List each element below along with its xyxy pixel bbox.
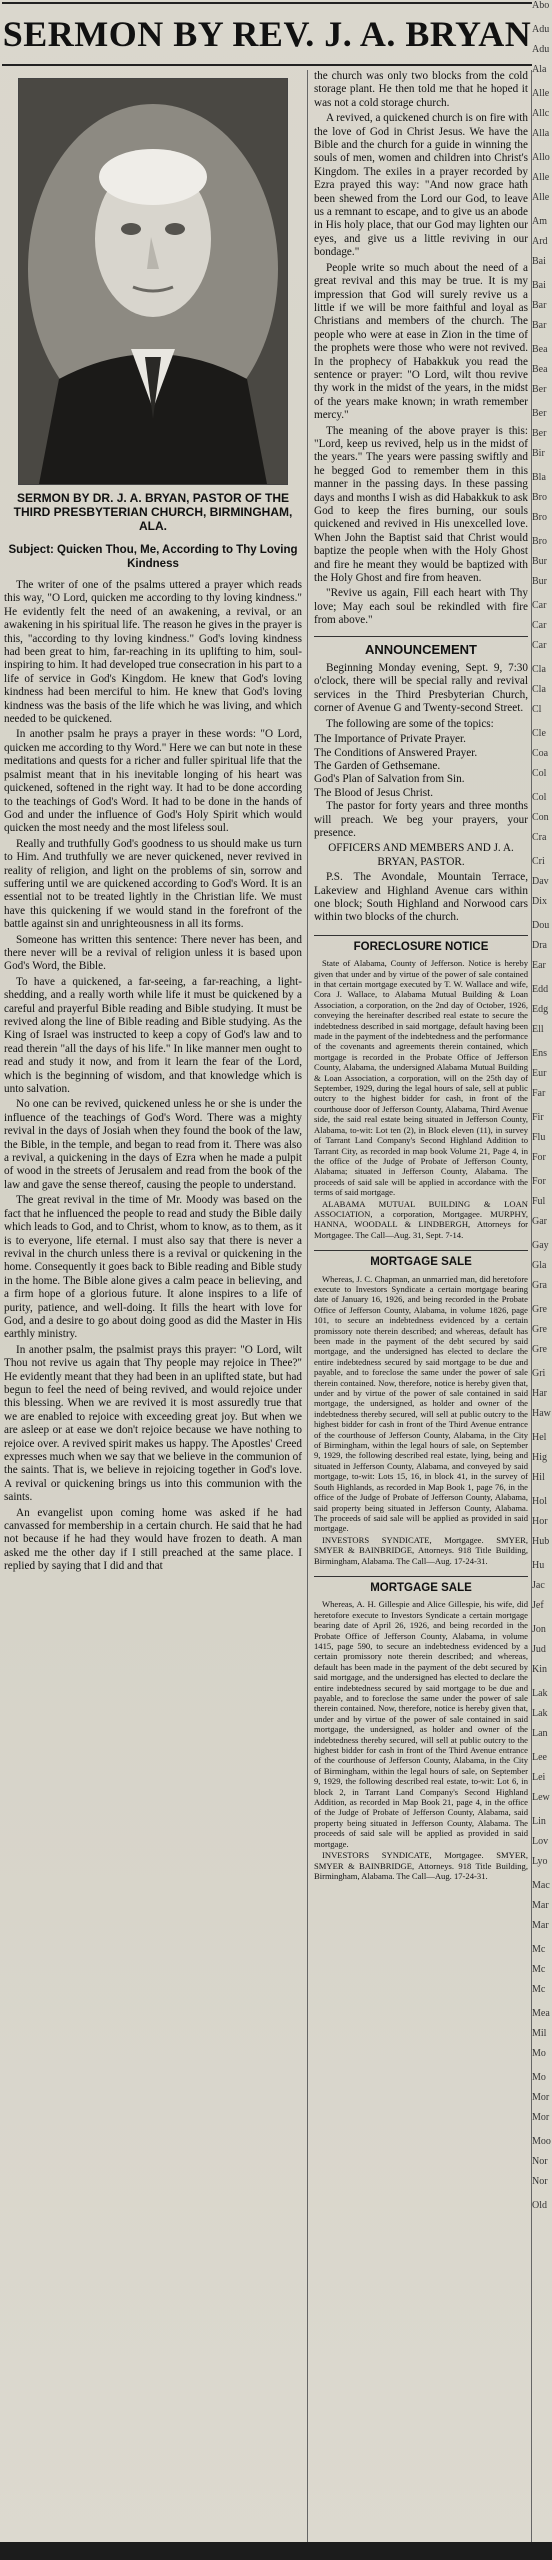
edge-fragment: Har [532,1388,547,1399]
edge-fragment: Lan [532,1728,548,1739]
edge-fragment: Dav [532,876,549,887]
sermon-paragraph: The meaning of the above prayer is this: "Lord, keep us revived, help us in the midst of the years." The years were passing swiftly and he begged God to remember them in this manner in the passing days. In these passing days and months I wish as did Habakkuk to ask God to keep the fires burning, our souls quickened and revived in His unexcelled love. When John the Baptist said that Christ would baptize the people when with the Holy Ghost and fire he meant they would be baptized with the Holy Ghost and fire from heaven. [314,424,528,585]
edge-fragment: Mc [532,1984,546,1995]
edge-fragment: Lov [532,1836,549,1847]
announcement-closing: The pastor for forty years and three months will preach. We beg your prayers, your presence. [314,800,528,839]
edge-fragment: Cri [532,856,545,867]
foreclosure-heading: FORECLOSURE NOTICE [314,935,528,954]
edge-fragment: Gri [532,1368,546,1379]
scan-bottom-edge [0,2542,552,2560]
edge-fragment: Cle [532,728,546,739]
edge-fragment: Fir [532,1112,544,1123]
clipped-edge-column [532,0,552,2490]
foreclosure-notice [314,958,528,1240]
edge-fragment: Haw [532,1408,551,1419]
edge-fragment: Lak [532,1708,548,1719]
edge-fragment: Kin [532,1664,547,1675]
edge-fragment: Lin [532,1816,546,1827]
topic-item: The Blood of Jesus Christ. [314,786,434,799]
edge-fragment: Cla [532,664,546,675]
edge-fragment: Col [532,768,547,779]
edge-fragment: Ber [532,408,547,419]
edge-fragment: Bro [532,512,547,523]
edge-fragment: Adu [532,24,550,35]
mortgage-sale-notice [314,1599,528,1881]
mortgage-sale-heading: MORTGAGE SALE [314,1576,528,1595]
edge-fragment: Lyo [532,1856,548,1867]
edge-fragment: Abo [532,0,550,11]
edge-fragment: Mac [532,1880,550,1891]
edge-fragment: Gla [532,1260,547,1271]
edge-fragment: Cl [532,704,542,715]
edge-fragment: Con [532,812,549,823]
column-rule [307,70,308,2554]
edge-fragment: Bro [532,492,547,503]
edge-fragment: Hu [532,1560,545,1571]
edge-fragment: Bro [532,536,547,547]
portrait-illustration [19,79,287,484]
edge-fragment: Bar [532,320,547,331]
edge-fragment: Ard [532,236,548,247]
sermon-paragraph: Really and truthfully God's goodness to us should make us turn to Him. And truthfully we are never quickened, never revived in reality of religion, and light on the problems of sin, sorrow and suffering until we are quickened according to God's Word. It is an essential not to be treated lightly in the Christian life. We must have this quickening if we would stand in the forefront of the battle against sin and unrighteousness in all its forms. [4,837,302,931]
sermon-paragraph: People write so much about the need of a great revival and this may be true. It is my impression that God will surely revive us a little if we will be more faithful and loyal as Christians and members of the church. The people who were at ease in Zion in the time of the prophets were those who were not revived. In the prophecy of Habakkuk you read the sentence or prayer: "O Lord, wilt thou revive thy work in the midst of the years, in the midst of the years make known; in wrath remember mercy." [314,261,528,422]
topic-item: The Garden of Gethsemane. [314,759,441,772]
edge-fragment: Jud [532,1644,546,1655]
edge-fragment: Coa [532,748,549,759]
topic-item: God's Plan of Salvation from Sin. [314,773,465,786]
edge-fragment: For [532,1152,546,1163]
edge-fragment: Alle [532,172,550,183]
edge-fragment: Mc [532,1964,546,1975]
edge-fragment: Edd [532,984,549,995]
edge-fragment: Car [532,620,547,631]
edge-fragment: Eur [532,1068,547,1079]
edge-fragment: Hel [532,1432,547,1443]
edge-fragment: Ear [532,960,546,971]
edge-fragment: Mil [532,2028,547,2039]
announcement-topics-lead: The following are some of the topics: [326,717,494,730]
edge-fragment: Flu [532,1132,546,1143]
edge-fragment: Gay [532,1240,549,1251]
edge-fragment: Ens [532,1048,547,1059]
sermon-paragraph: An evangelist upon coming home was asked if he had canvassed for membership in a certain church. He said that he had not because if he had they would have frozen to death. A man asked me the other day if I still preached at the same place. I replied by saying that I did and that [4,1506,302,1573]
edge-fragment: Jef [532,1600,544,1611]
legal-signature: INVESTORS SYNDICATE, Mortgagee. SMYER, SMYER & BAINBRIDGE, Attorneys. 918 Title Building, Birmingham, Alabama. The Call—Aug. 17-24-31. [314,1850,528,1881]
sermon-column [4,70,302,2554]
edge-fragment: Bar [532,300,547,311]
edge-fragment: Dix [532,896,547,907]
topic-item: The Conditions of Answered Prayer. [314,746,478,759]
legal-text: Whereas, J. C. Chapman, an unmarried man, did heretofore execute to Investors Syndicate a certain mortgage bearing date of January 16, 1926, and being recorded in the Probate Office of Jefferson County, Alabama, in volume 1826, page 101, to secure an indebtedness evidenced by a certain promissory note therein described; and whereas, default has been made in the payment of the debt secured by said mortgage, and the undersigned has elected to declare the entire indebtedness secured by said mortgage to be due and payable, and to foreclose the same under the power of sale therein contained. Now, therefore, notice is hereby given that, under and by virtue of the power of sale contained in said mortgage, the undersigned, as holder and owner of the indebtedness thereby secured, will sell at public outcry to the highest bidder for cash in front of the Third Avenue entrance of the courthouse of Jefferson County, Alabama, in the City of Birmingham, within the legal hours of sale, on September 9, 1929, the following described real estate, lying, being and situated in Jefferson County, Alabama, and conveyed by said mortgage, to-wit: Lots 15, 16, in block 41, in the survey of South Highlands, as recorded in Map Book 1, page 76, in the office of the Judge of Probate of Jefferson County, Alabama, said property being situated in Jefferson County, Alabama. The proceeds of said sale will be applied as provided in said mortgage. [314,1273,528,1534]
announcement-heading: ANNOUNCEMENT [314,636,528,656]
edge-fragment: Car [532,640,547,651]
edge-fragment: Bla [532,472,546,483]
edge-fragment: Lak [532,1688,548,1699]
edge-fragment: Jon [532,1624,546,1635]
edge-fragment: Gre [532,1324,547,1335]
masthead [2,2,532,66]
edge-fragment: Ell [532,1024,544,1035]
edge-fragment: Hub [532,1536,550,1547]
edge-fragment: Cla [532,684,546,695]
edge-fragment: Moo [532,2136,551,2147]
sermon-paragraph: In another psalm he prays a prayer in these words: "O Lord, quicken me according to thy Word." Here we can but note in these meditations and quests for a richer and fuller spiritual life that the psalmist meant that in his inevitable longing of his heart was quickened, softened in the right way. It had to be done according to the teachings of God's Word. It had to be done in the hands of God and under the influence of God's Holy Spirit which would quicken the most needy and the most lifeless soul. [4,728,302,835]
edge-fragment: Am [532,216,547,227]
sermon-paragraph: the church was only two blocks from the cold storage plant. He then told me that he hoped it was not a cold storage church. [314,70,528,109]
edge-fragment: Ber [532,428,547,439]
edge-fragment: Ful [532,1196,546,1207]
sermon-paragraph: A revived, a quickened church is on fire with the love of God in Christ Jesus. We have the Bible and the church for a guide in winning the souls of men, women and children into Christ's Kingdom. The exiles in a prayer recorded by Ezra prayed this way: "And now grace hath been shewed from the Lord our God, to leave us a remnant to escape, and to give us an abode in His holy place, that our God may lighten our eyes, and give us a little reviving in our bondage." [314,112,528,259]
edge-fragment: Hil [532,1472,545,1483]
announcement-signature: OFFICERS AND MEMBERS AND J. A. BRYAN, PASTOR. [328,842,514,868]
edge-fragment: Allo [532,152,550,163]
edge-fragment: Cra [532,832,547,843]
edge-fragment: Mar [532,1900,549,1911]
edge-fragment: Hor [532,1516,548,1527]
edge-fragment: Alle [532,88,550,99]
edge-fragment: Bea [532,344,548,355]
sermon-paragraph: The writer of one of the psalms uttered a prayer which reads this way, "O Lord, quicken me according to thy loving kindness." He evidently felt the need of an awakening, a revival, or an awakening in his spiritual life. The reason he gives in the prayer is this, "according to thy loving kindness." God's loving kindness had been great to him, far-reaching in its uplifting to him, soul-inspiring to him. It had developed true consecration in his part to a life of service in God's Kingdom. He knew that God's loving kindness had been merciful to him. He knew that God's loving kindness was the basis of the life which he was living, and which needed to be quickened. [4,579,302,726]
mortgage-sale-heading: MORTGAGE SALE [314,1250,528,1269]
edge-fragment: Far [532,1088,546,1099]
edge-fragment: Col [532,792,547,803]
edge-fragment: Ber [532,384,547,395]
edge-fragment: Alle [532,192,550,203]
sermon-paragraph: Someone has written this sentence: There never has been, and there never will be a revival of religion unless it is based upon God's Word, the Bible. [4,933,302,973]
page-title: SERMON BY REV. J. A. BRYAN [2,14,532,54]
edge-fragment: Lei [532,1772,546,1783]
edge-fragment: Allc [532,108,550,119]
mortgage-sale-notice [314,1274,528,1566]
edge-fragment: Gre [532,1304,547,1315]
edge-fragment: Mo [532,2072,546,2083]
edge-fragment: Car [532,600,547,611]
edge-fragment: Gar [532,1216,547,1227]
legal-signature: ALABAMA MUTUAL BUILDING & LOAN ASSOCIATION, a corporation, Mortgagee. MURPHY, HANNA, WOODALL & LINDBERGH, Attorneys for Mortgagee. The Call—Aug. 31, Sept. 7-14. [314,1198,528,1240]
edge-fragment: Lew [532,1792,550,1803]
edge-fragment: Gra [532,1280,547,1291]
edge-fragment: Hig [532,1452,547,1463]
edge-fragment: Old [532,2200,547,2211]
announcement-intro: Beginning Monday evening, Sept. 9, 7:30 o'clock, there will be special rally and revival services in the Third Presbyterian Church, corner of Avenue G and Twenty-second Street. [314,662,528,715]
edge-fragment: Bir [532,448,545,459]
edge-fragment: Mor [532,2112,550,2123]
edge-fragment: Dra [532,940,547,951]
edge-fragment: Nor [532,2176,548,2187]
edge-fragment: Bur [532,576,547,587]
edge-fragment: Bea [532,364,548,375]
edge-fragment: Jac [532,1580,545,1591]
sermon-paragraph: The great revival in the time of Mr. Moody was based on the fact that he influenced the people to read and study the Bible daily which leads to God, and to Christ, whom to know, as to them, as it is to everyone, life eternal. I must also say that there is never a revival in the church unless there is a revival or quickening in the home. Consequently it goes back to Bible reading and Bible study in the home. The Bible alone gives a calm peace in believing, and a firm hope of a glorious future. It alone inspires to a life of purity, patience, and well-doing. It fills the heart with love for God, and a desire to go about doing good as did the Master in His earthly ministry. [4,1194,302,1341]
edge-fragment: Mor [532,2092,550,2103]
edge-fragment: Gre [532,1344,547,1355]
legal-text: State of Alabama, County of Jefferson. Notice is hereby given that under and by virtue of the power of sale contained in that certain mortgage executed by T. W. Wallace and wife, Cora J. Wallace, to Alabama Mutual Building & Loan Association, a corporation, on the 2nd day of October, 1926, conveying the hereinafter described real estate to secure the indebtedness described in said mortgage, default having been made in the payment of the indebtedness and the performance of the covenants and agreements therein contained, which mortgage is recorded in the Probate Office of Jefferson County, Alabama, the undersigned Alabama Mutual Building & Loan Association, a corporation, will on the 25th day of September, 1929, during the legal hours of sale, sell at public outcry to the highest bidder for cash, in front of the courthouse door of Jefferson County, Alabama, Third Avenue side, the said real estate being situated in Jefferson County, Alabama, to-wit: Lot ten (2), in Block eleven (11), in survey of Tarrant Land Company's Second Highland Addition to Tarrant City, as recorded in map book Volume 21, Page 4, in the office of the Judge of Probate of Jefferson County, Alabama; situated in Jefferson County, Alabama. The proceeds of said sale will be applied in accordance with the terms of said mortgage. [314,958,528,1198]
edge-fragment: For [532,1176,546,1187]
legal-text: Whereas, A. H. Gillespie and Alice Gillespie, his wife, did heretofore execute to Investors Syndicate a certain mortgage bearing date of April 26, 1926, and being recorded in the Probate Office of Jefferson County, Alabama, in volume 1415, page 590, to secure an indebtedness evidenced by a certain promissory note therein described; and whereas, default has been made in the payment of the debt secured by said mortgage, and the undersigned has elected to declare the entire indebtedness secured by said mortgage to be due and payable, and to foreclose the same under the power of sale therein contained. Now, therefore, notice is hereby given that, under and by virtue of the power of sale contained in said mortgage, the undersigned, as holder and owner of the indebtedness thereby secured, will sell at public outcry to the highest bidder for cash in front of the Third Avenue entrance of the courthouse of Jefferson County, Alabama, in the City of Birmingham, within the legal hours of sale, on September 9, 1929, the following described real estate, to-wit: Lot 6, in block 2, in Tarrant Land Company's Second Highland Addition, as recorded in Map Book 21, page 4, in the office of the Judge of Probate of Jefferson County, Alabama, said property being situated in Jefferson County, Alabama. The proceeds of said sale will be applied as provided in said mortgage. [314,1599,528,1849]
edge-fragment: Ala [532,64,547,75]
edge-fragment: Mo [532,2048,546,2059]
edge-fragment: Bai [532,256,546,267]
edge-fragment: Edg [532,1004,549,1015]
sermon-paragraph: To have a quickened, a far-seeing, a far-reaching, a light-shedding, and a really worth while life it must be quickened by a careful and prayerful Bible reading and Bible studying. It must be revived along the line of Bible reading and Bible studying. As the King of Israel was instructed to keep a copy of God's law and to read therein "all the days of his life." In like manner men ought to read and study it now, and from it learn the fear of the Lord, which is the beginning of wisdom, and that knowledge which is unto salvation. [4,975,302,1096]
pastor-photo [18,78,288,485]
edge-fragment: Adu [532,44,550,55]
announcement-ps: P.S. The Avondale, Mountain Terrace, Lakeview and Highland Avenue cars within one block; South Highland and Norwood cars within two blocks of the church. [314,871,528,924]
edge-fragment: Bur [532,556,547,567]
edge-fragment: Mar [532,1920,549,1931]
edge-fragment: Nor [532,2156,548,2167]
sermon-subject: Subject: Quicken Thou, Me, According to Thy Loving Kindness [8,544,298,570]
sermon-paragraph: In another psalm, the psalmist prays this prayer: "O Lord, wilt Thou not revive us again that Thy people may rejoice in Thee?" He evidently meant that they had been in an uplifted state, but had begun to feel the need of being revived, and would rejoice under this blessing. When we are revived it is most assuredly true that we are enabled to rejoice with exceeding great joy. But when we are asleep or at ease we don't rejoice because we have nothing to rejoice over. A revived spirit makes us happy. The Apostles' Creed expresses much when we say that we believe in the communion of the saints. That is, we believe in rejoicing together in God's love. A revival or quickening brings us into this communion with the saints. [4,1343,302,1504]
edge-fragment: Mea [532,2008,550,2019]
continuation-column [314,70,528,2554]
edge-fragment: Bai [532,280,546,291]
edge-fragment: Hol [532,1496,547,1507]
topic-item: The Importance of Private Prayer. [314,733,466,746]
edge-fragment: Alla [532,128,550,139]
announcement-topic-list [314,733,528,800]
sermon-paragraph: No one can be revived, quickened unless he or she is under the influence of the teachings of God's Word. There was a mighty revival in the days of Josiah when they found the book of the law, the Bible, in the temple, and began to read from it. There was also a revival, a quickening in the days of Ezra when he made a pulpit of wood in the streets of Jerusalem and read from the book of the law and gave the sense thereof, causing the people to understand. [4,1098,302,1191]
edge-fragment: Mc [532,1944,546,1955]
photo-caption: SERMON BY DR. J. A. BRYAN, PASTOR OF THE THIRD PRESBYTERIAN CHURCH, BIRMINGHAM, ALA. [13,491,293,533]
edge-fragment: Lee [532,1752,547,1763]
legal-signature: INVESTORS SYNDICATE, Mortgagee. SMYER, SMYER & BAINBRIDGE, Attorneys. 918 Title Building, Birmingham, Alabama. The Call—Aug. 17-24-31. [314,1534,528,1566]
hymn-verse: "Revive us again, Fill each heart with Thy love; May each soul be rekindled with fire from above." [314,587,528,627]
edge-fragment: Dou [532,920,550,931]
